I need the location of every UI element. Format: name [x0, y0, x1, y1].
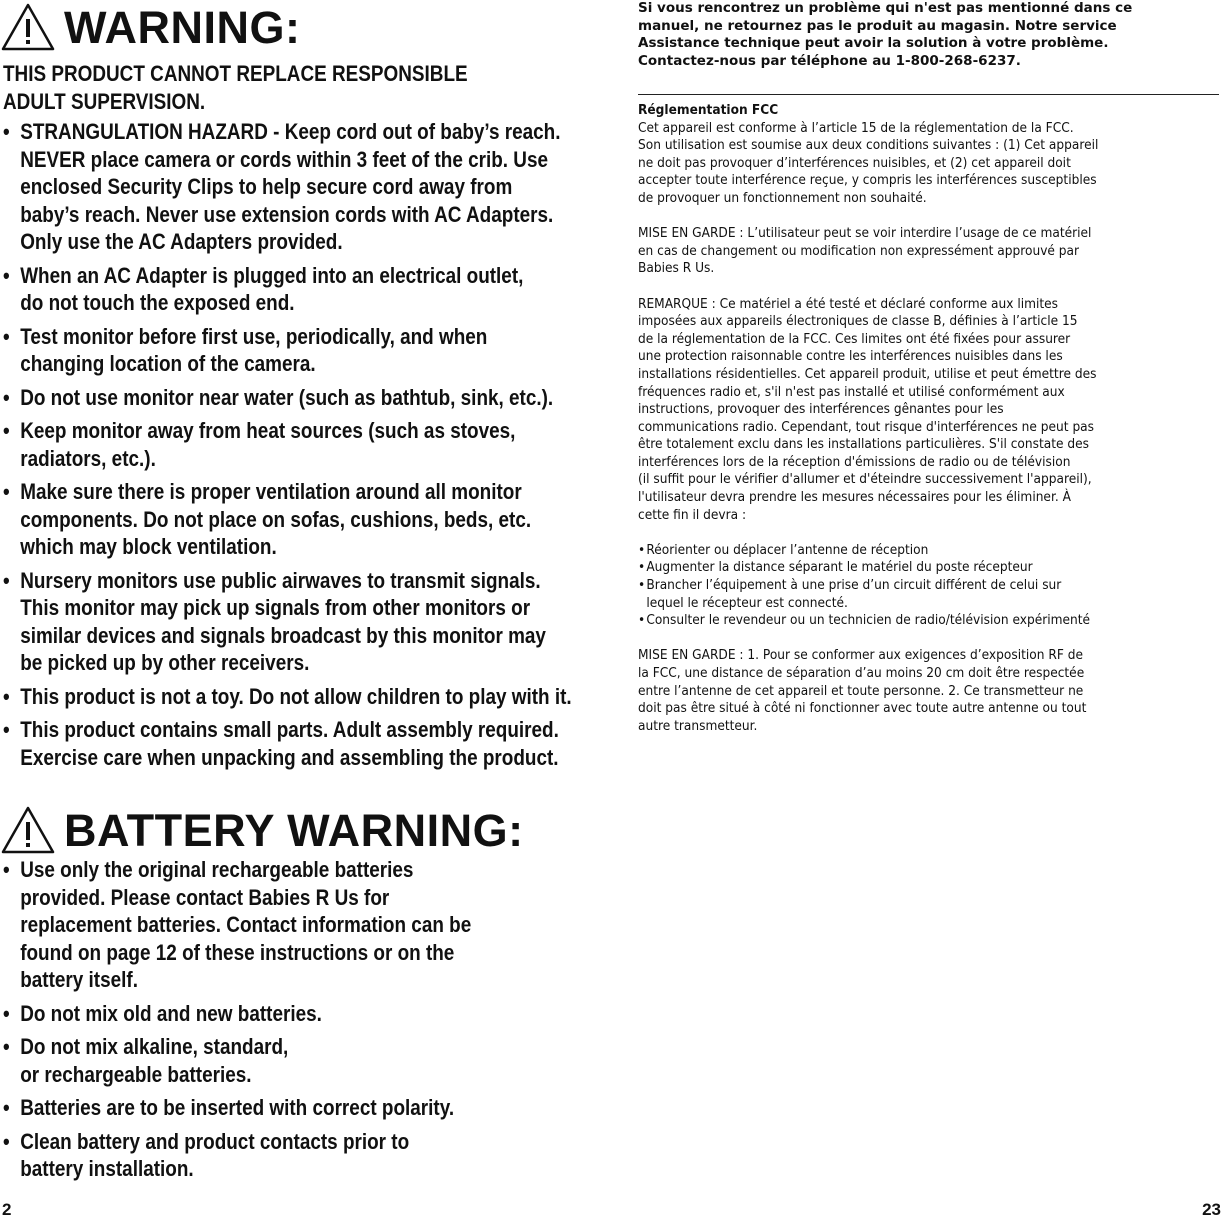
warning-title: WARNING: — [64, 1, 301, 53]
list-item: • Use only the original rechargeable batteries provided. Please contact Babies R Us for replacement batteries. Contact information can be found on page 12 of these instructions or on the battery itself. — [3, 856, 596, 994]
list-item: • STRANGULATION HAZARD - Keep cord out of baby’s reach. NEVER place camera or cords within 3 feet of the crib. Use enclosed Security Clips to help secure cord away from baby’s reach. Never use extension cords with AC Adapters. Only use the AC Adapters provided. — [3, 118, 596, 256]
list-item: • Nursery monitors use public airwaves to transmit signals. This monitor may pick up signals from other monitors or similar devices and signals broadcast by this monitor may be picked up by other receivers. — [3, 567, 596, 677]
list-item: • Make sure there is proper ventilation around all monitor components. Do not place on sofas, cushions, beds, etc. which may block ventilation. — [3, 478, 596, 561]
list-item: • Consulter le revendeur ou un technicien de radio/télévision expérimenté — [638, 612, 1212, 630]
section-divider — [638, 94, 1219, 95]
battery-warning-title: BATTERY WARNING: — [64, 804, 524, 856]
list-item: • This product contains small parts. Adult assembly required. Exercise care when unpacking and assembling the product. — [3, 716, 596, 771]
battery-warning-list — [3, 856, 596, 1189]
measures-list — [638, 542, 1212, 630]
page-number-right: 23 — [1202, 1200, 1221, 1219]
page-number-left: 2 — [2, 1200, 12, 1219]
warning-heading — [0, 2, 300, 52]
list-item: • Clean battery and product contacts prior to battery installation. — [3, 1128, 596, 1183]
list-item: • Brancher l’équipement à une prise d’un circuit différent de celui sur lequel le récepteur est connecté. — [638, 577, 1212, 612]
caution-paragraph: MISE EN GARDE : 1. Pour se conformer aux exigences d’exposition RF de la FCC, une distance de séparation d’au moins 20 cm doit être respectée entre l’antenne de cet appareil et toute personne. 2. Ce transmetteur ne doit pas être situé à côté ni fonctionner avec toute autre antenne ou tout autre transmetteur. — [638, 648, 1087, 734]
warning-triangle-icon — [0, 805, 56, 855]
right-page — [612, 0, 1223, 1222]
fcc-title: Réglementation FCC — [638, 103, 779, 118]
list-item: • Test monitor before first use, periodically, and when changing location of the camera. — [3, 323, 596, 378]
supervision-notice: THIS PRODUCT CANNOT REPLACE RESPONSIBLE ADULT SUPERVISION. — [3, 61, 468, 114]
list-item: • Augmenter la distance séparant le matériel du poste récepteur — [638, 559, 1212, 577]
list-item: • Réorienter ou déplacer l’antenne de réception — [638, 542, 1212, 560]
list-item: • Batteries are to be inserted with correct polarity. — [3, 1094, 596, 1122]
support-note: Si vous rencontrez un problème qui n'est pas mentionné dans ce manuel, ne retournez pas le produit au magasin. Notre service Assistance technique peut avoir la solution à votre problème. Contactez-nous par téléphone au 1-800-268-6237. — [638, 0, 1133, 69]
battery-warning-heading — [0, 805, 524, 855]
warning-list — [3, 118, 596, 777]
warning-triangle-icon — [0, 2, 56, 52]
list-item: • Do not mix alkaline, standard, or rechargeable batteries. — [3, 1033, 596, 1088]
left-page — [0, 0, 600, 1222]
list-item: • Keep monitor away from heat sources (such as stoves, radiators, etc.). — [3, 417, 596, 472]
list-item: • Do not mix old and new batteries. — [3, 1000, 596, 1028]
list-item: • This product is not a toy. Do not allow children to play with it. — [3, 683, 596, 711]
list-item: • When an AC Adapter is plugged into an electrical outlet, do not touch the exposed end. — [3, 262, 596, 317]
caution-paragraph: MISE EN GARDE : L’utilisateur peut se voir interdire l’usage de ce matériel en cas de changement ou modification non expressément approuvé par Babies R Us. — [638, 226, 1092, 277]
fcc-section — [638, 102, 1212, 753]
list-item: • Do not use monitor near water (such as bathtub, sink, etc.). — [3, 384, 596, 412]
remark-paragraph: REMARQUE : Ce matériel a été testé et déclaré conforme aux limites imposées aux appareils électroniques de classe B, définies à l’article 15 de la réglementation de la FCC. Ces limites ont été fixées pour assurer une protection raisonnable contre les interférences nuisibles dans les installations résidentielles. Cet appareil produit, utilise et peut émettre des fréquences radio et, s'il n'est pas installé et utilisé conformément aux instructions, provoquer des interférences gênantes pour les communications radio. Cependant, tout risque d'interférences ne peut pas être totalement exclu dans les installations particulières. S'il constate des interférences lors de la réception d'émissions de radio ou de télévision (il suffit pour le vérifier d'allumer et d'éteindre successivement l'appareil), l'utilisateur devra prendre les mesures nécessaires pour les éliminer. À cette fin il devra : — [638, 296, 1097, 523]
fcc-intro: Cet appareil est conforme à l’article 15 de la réglementation de la FCC. Son utilisation est soumise aux deux conditions suivantes : (1) Cet appareil ne doit pas provoquer d’interférences nuisibles, et (2) cet appareil doit accepter toute interférence reçue, y compris les interférences susceptibles de provoquer un fonctionnement non souhaité. — [638, 120, 1099, 206]
